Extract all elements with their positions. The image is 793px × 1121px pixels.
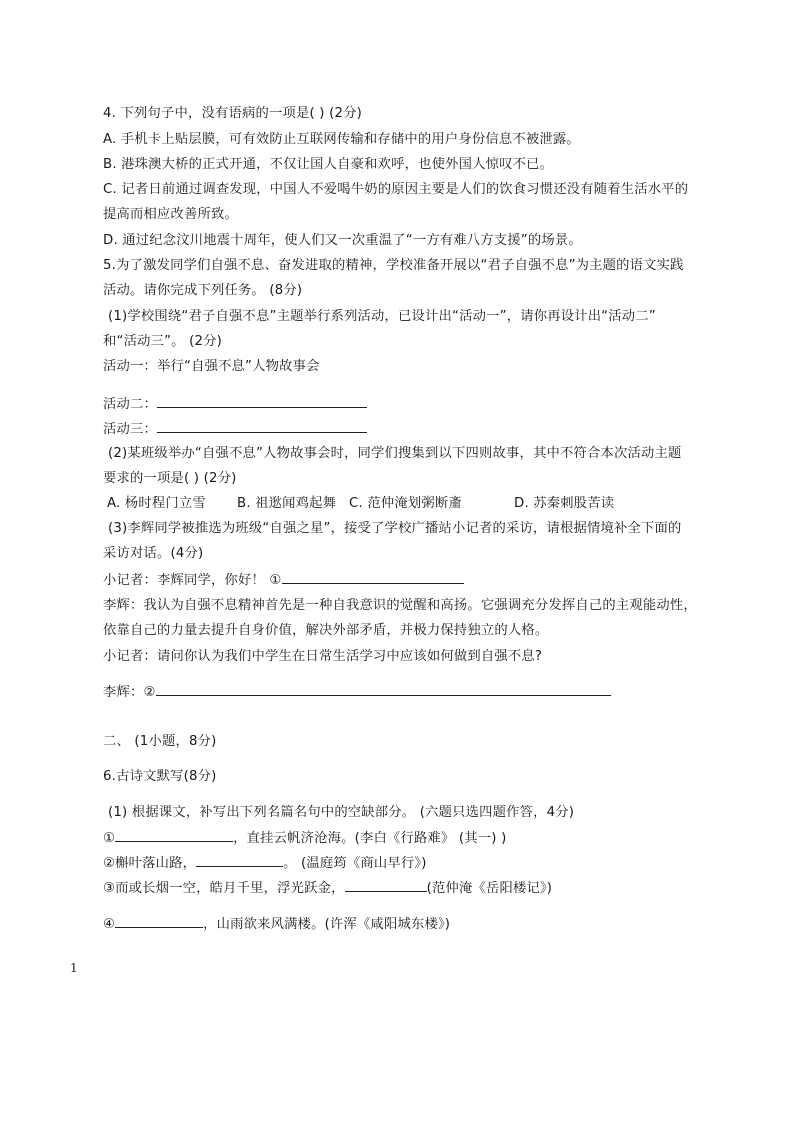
poem-blank-2[interactable] [196,854,283,867]
answer-blank-2[interactable] [156,683,611,696]
poem-blank-1[interactable] [115,829,233,842]
poem-line-4 [103,915,450,934]
activity-3-label: 活动三： [103,422,157,437]
poem-line-1-suffix: ，直挂云帆济沧海。(李白《行路难》 (其一) ) [233,831,507,846]
activity-2-label: 活动二： [103,397,157,412]
q5-part2-line1: (2)某班级举办“自强不息”人物故事会时，同学们搜集到以下四则故事，其中不符合本次活动主题 [108,446,682,461]
q5-part3-line1: (3)李辉同学被推选为班级“自强之星”，接受了学校广播站小记者的采访，请根据情境补全下面的 [108,521,682,536]
poem-line-2-suffix: 。 (温庭筠《商山早行》) [283,856,427,871]
activity-2-row [103,395,367,414]
q5-part2-option-b: B. 祖逖闻鸡起舞 [237,496,337,511]
section-2-heading: 二、 (1小题，8分) [103,734,217,749]
q4-stem: 4. 下列句子中，没有语病的一项是( ) (2分) [103,106,363,121]
activity-3-blank[interactable] [157,420,367,433]
q5-part3-line2: 采访对话。(4分) [103,546,204,561]
q4-option-b: B. 港珠澳大桥的正式开通，不仅让国人自豪和欢呼，也使外国人惊叹不已。 [103,157,554,172]
poem-line-3-prefix: ③而或长烟一空，皓月千里，浮光跃金， [103,881,345,896]
q6-title: 6.古诗文默写(8分) [103,769,217,784]
poem-line-4-suffix: ，山雨欲来风满楼。(许浑《咸阳城东楼》) [203,917,451,932]
q4-option-d: D. 通过纪念汶川地震十周年，使人们又一次重温了“一方有难八方支援”的场景。 [103,233,582,248]
activity-1: 活动一：举行“自强不息”人物故事会 [103,359,320,374]
reporter-question-1: 小记者：李辉同学，你好！ ① [103,573,282,588]
q4-option-c-line1: C. 记者日前通过调查发现，中国人不爱喝牛奶的原因主要是人们的饮食习惯还没有随着生活水平的 [103,182,689,197]
activity-2-blank[interactable] [157,395,367,408]
poem-line-3-suffix: (范仲淹《岳阳楼记》) [426,881,553,896]
q5-stem-line1: 5.为了激发同学们自强不息、奋发进取的精神，学校准备开展以“君子自强不息”为主题的语文实践 [103,258,684,273]
lihui-answer-line2: 依靠自己的力量去提升自身价值，解决外部矛盾，并极力保持独立的人格。 [103,623,549,638]
q6-instruction: (1) 根据课文，补写出下列名篇名句中的空缺部分。 (六题只选四题作答，4分) [108,805,575,820]
page-number: 1 [70,961,78,975]
poem-line-2 [103,854,427,873]
poem-blank-4[interactable] [115,915,203,928]
lihui-line-2 [103,683,611,702]
q5-part2-option-d: D. 苏秦刺股苦读 [514,496,615,511]
q5-stem-line2: 活动。请你完成下列任务。 (8分) [103,283,303,298]
q5-part2-option-c: C. 范仲淹划粥断齑 [349,496,462,511]
poem-line-1 [103,829,506,848]
answer-blank-1[interactable] [282,571,464,584]
q4-option-a: A. 手机卡上贴层膜，可有效防止互联网传输和存储中的用户身份信息不被泄露。 [103,132,580,147]
poem-line-1-prefix: ① [103,831,116,846]
reporter-question-2: 小记者：请问你认为我们中学生在日常生活学习中应该如何做到自强不息? [103,649,543,664]
poem-line-3 [103,879,552,898]
q5-part1-line2: 和“活动三”。 (2分) [103,334,223,349]
poem-line-2-prefix: ②槲叶落山路， [103,856,197,871]
reporter-line-1 [103,571,464,590]
q5-part2-line2: 要求的一项是( ) (2分) [103,471,237,486]
activity-3-row [103,420,367,439]
q5-part1-line1: (1)学校围绕“君子自强不息”主题举行系列活动，已设计出“活动一”，请你再设计出“活动二” [108,309,656,324]
lihui-prefix-2: 李辉：② [103,685,156,700]
poem-line-4-prefix: ④ [103,917,116,932]
q5-part2-options [107,495,614,513]
q5-part2-option-a: A. 杨时程门立雪 [107,496,206,511]
lihui-answer-line1: 李辉：我认为自强不息精神首先是一种自我意识的觉醒和高扬。它强调充分发挥自己的主观能动性， [103,598,697,613]
poem-blank-3[interactable] [345,879,427,892]
q4-option-c-line2: 提高而相应改善所致。 [103,207,238,222]
